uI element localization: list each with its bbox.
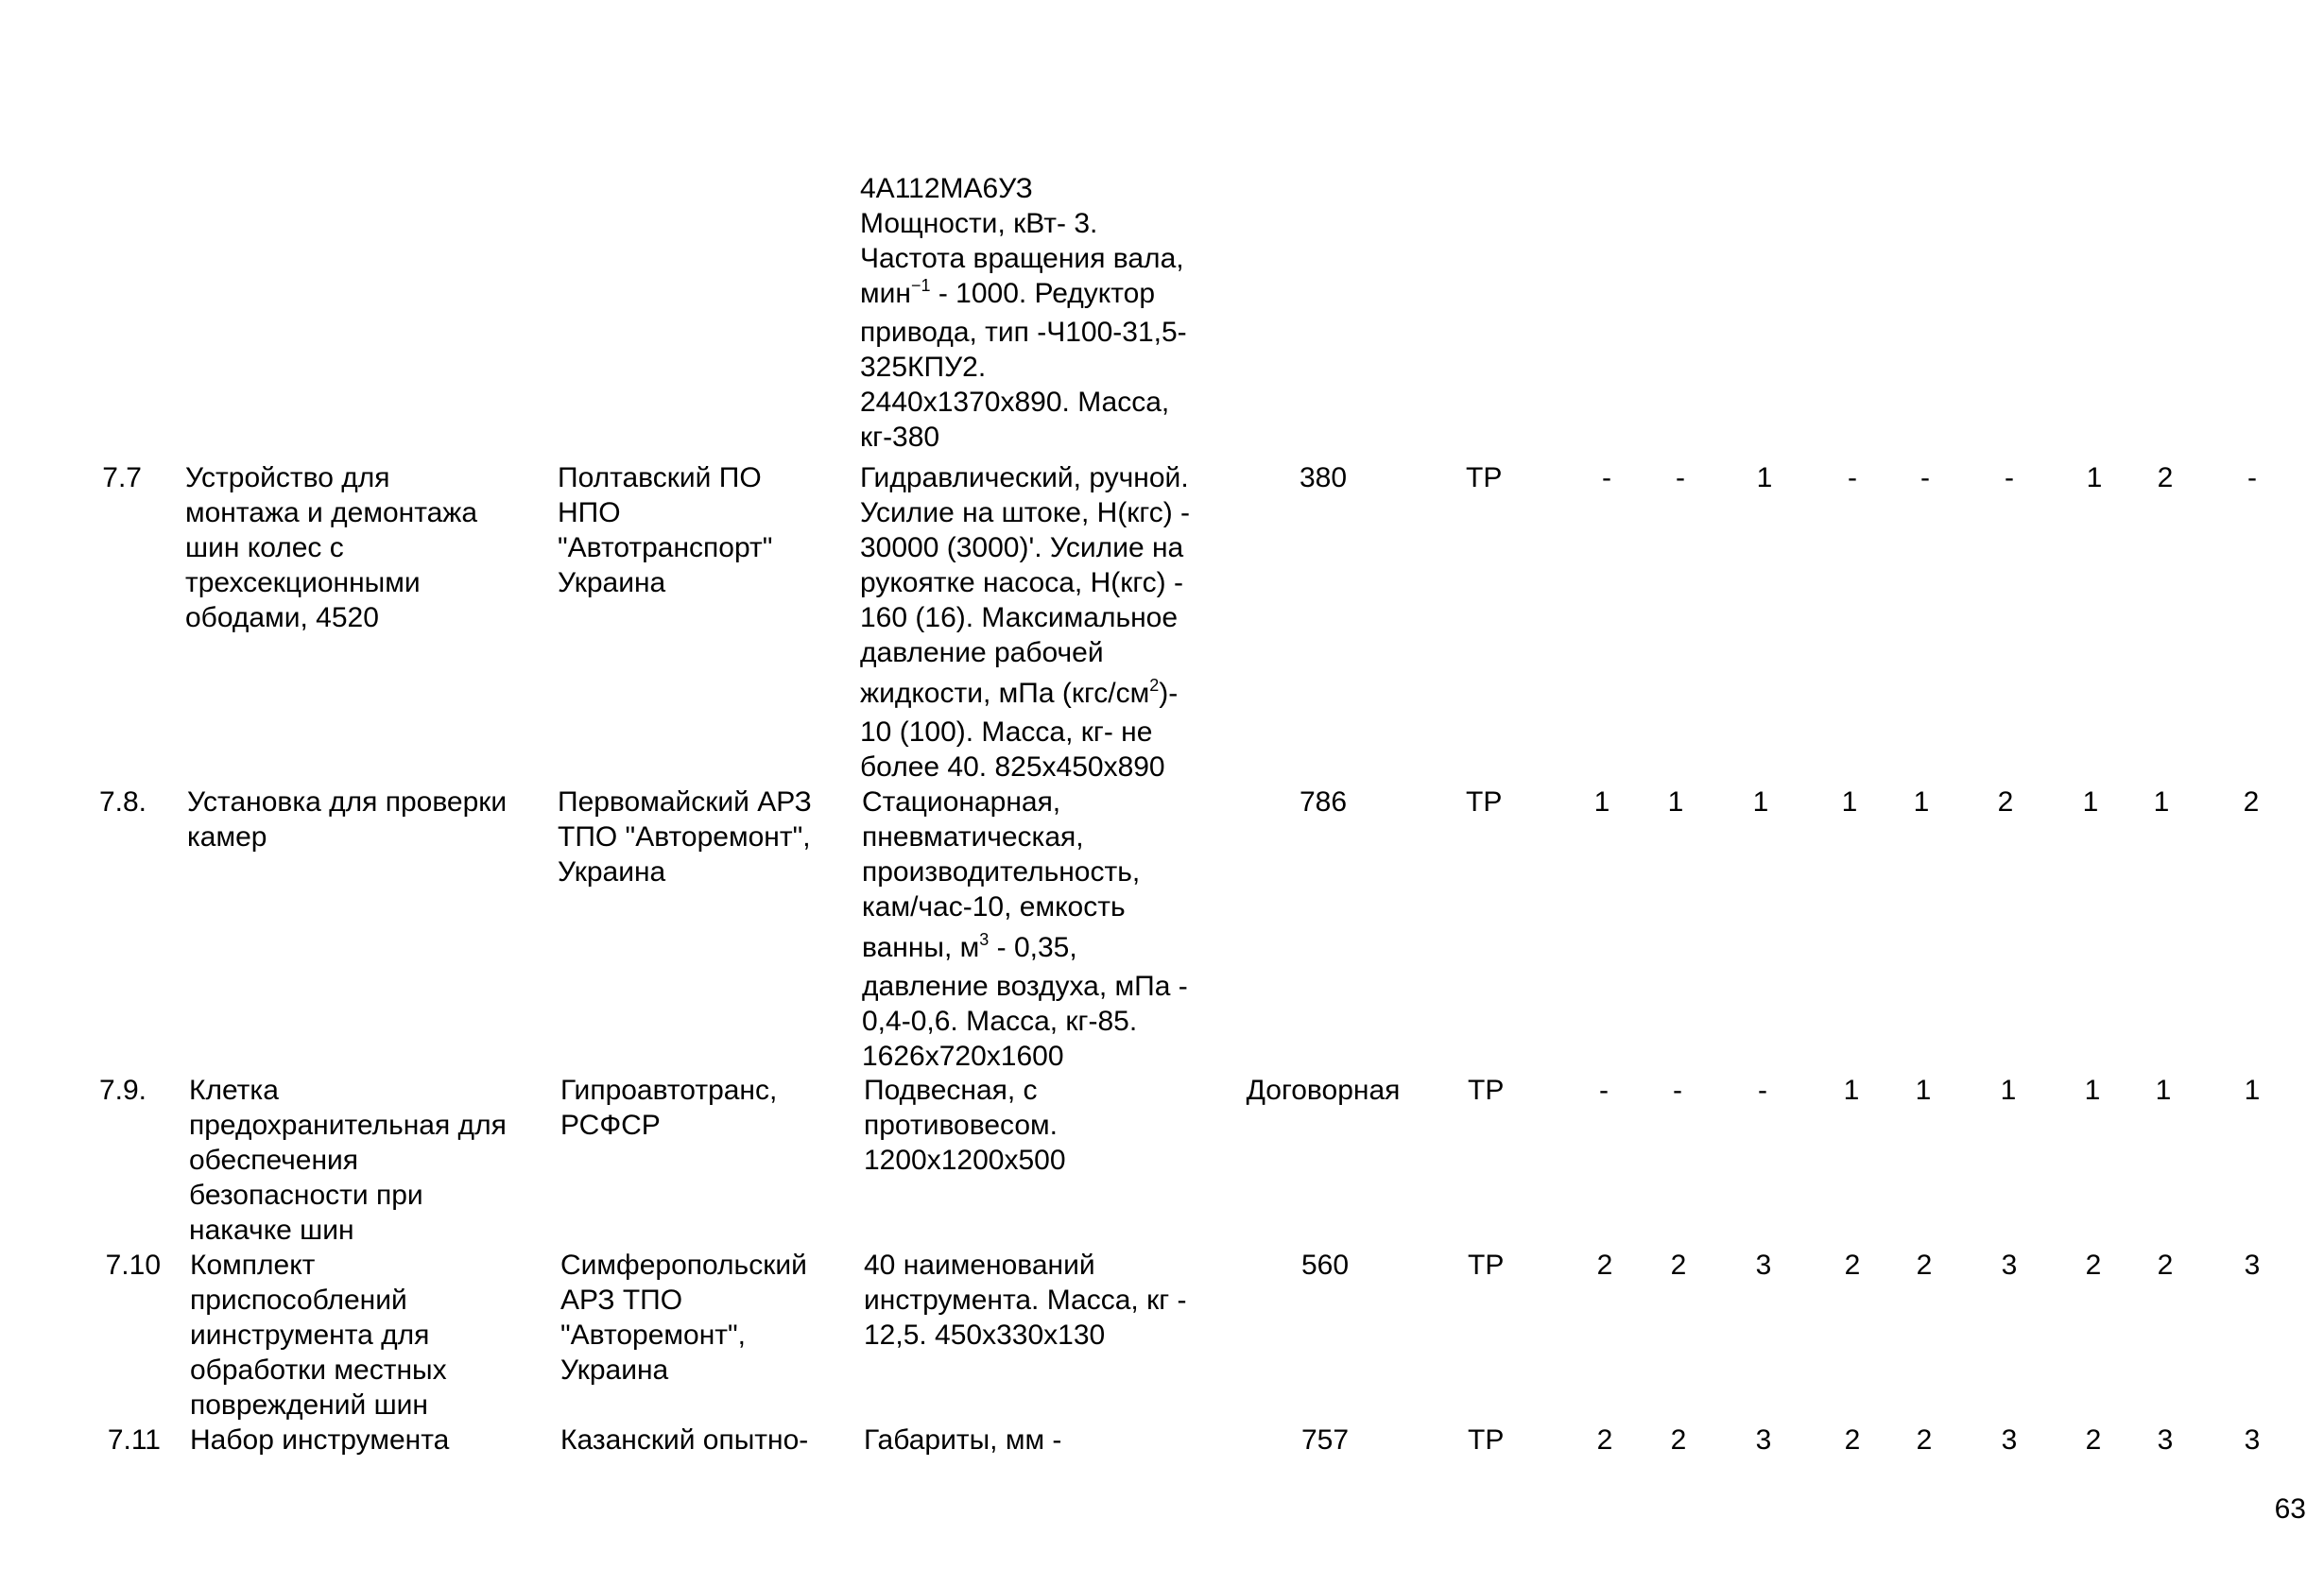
maker-line: АРЗ ТПО xyxy=(560,1285,683,1316)
spec-line: 1626x720x1600 xyxy=(862,1041,1064,1072)
quantity-cell: - xyxy=(1920,462,1930,493)
spec-line: 0,4-0,6. Масса, кг-85. xyxy=(862,1006,1138,1037)
name-line: шин колес с xyxy=(185,532,344,563)
quantity-cell: 2 xyxy=(2085,1250,2102,1281)
name-line: трехсекционными xyxy=(185,567,421,598)
spec-line: 1200x1200x500 xyxy=(864,1145,1066,1176)
spec-line: более 40. 825x450x890 xyxy=(860,751,1165,783)
quantity-cell: 2 xyxy=(1916,1424,1933,1456)
maker-line: Казанский опытно- xyxy=(560,1424,809,1456)
name-line: камер xyxy=(187,821,267,853)
spec-text: жидкости, мПа (кгс/см xyxy=(860,678,1150,709)
service-type: ТР xyxy=(1468,1250,1505,1281)
spec-line: 30000 (3000)'. Усилие на xyxy=(860,532,1184,563)
spec-line: инструмента. Масса, кг - xyxy=(864,1285,1187,1316)
service-type: ТР xyxy=(1468,1075,1505,1106)
quantity-cell: 3 xyxy=(1755,1250,1772,1281)
spec-line: Усилие на штоке, Н(кгс) - xyxy=(860,497,1191,528)
name-line: обработки местных xyxy=(190,1354,447,1386)
continued-spec-text xyxy=(860,171,1187,455)
quantity-cell: 2 xyxy=(2085,1424,2102,1456)
maker-line: "Авторемонт", xyxy=(560,1320,746,1351)
maker-line: ТПО "Авторемонт", xyxy=(558,821,811,853)
spec-line: производительность, xyxy=(862,856,1141,888)
spec-line: 12,5. 450x330x130 xyxy=(864,1320,1106,1351)
specification xyxy=(864,1423,1061,1458)
spec-line: 10 (100). Масса, кг- не xyxy=(860,716,1153,748)
maker-line: РСФСР xyxy=(560,1110,661,1141)
superscript: −1 xyxy=(910,276,931,295)
spec-line xyxy=(860,276,1187,315)
maker-line: "Автотранспорт" xyxy=(558,532,773,563)
spec-line xyxy=(862,930,1188,969)
name-line: обеспечения xyxy=(189,1145,359,1176)
quantity-cell: 1 xyxy=(2155,1075,2172,1106)
name-line: Набор инструмента xyxy=(190,1424,450,1456)
price: 560 xyxy=(1300,1250,1350,1281)
maker-line: Симферопольский xyxy=(560,1250,807,1281)
quantity-cell: 2 xyxy=(1844,1424,1861,1456)
spec-line: кам/час-10, емкость xyxy=(862,891,1126,923)
manufacturer xyxy=(558,785,812,889)
quantity-cell: 2 xyxy=(1916,1250,1933,1281)
quantity-cell: 1 xyxy=(1593,786,1610,818)
spec-line: Гидравлический, ручной. xyxy=(860,462,1189,493)
name-line: ободами, 4520 xyxy=(185,602,379,633)
specification xyxy=(862,785,1188,1074)
name-line: Клетка xyxy=(189,1075,279,1106)
quantity-cell: 2 xyxy=(1670,1424,1687,1456)
manufacturer xyxy=(558,460,772,600)
spec-line: привода, тип -Ч100-31,5- xyxy=(860,317,1187,348)
spec-line: Габариты, мм - xyxy=(864,1424,1062,1456)
row-number: 7.9. xyxy=(98,1075,146,1106)
quantity-cell: 1 xyxy=(2244,1075,2261,1106)
spec-text: мин xyxy=(860,278,911,309)
specification xyxy=(864,1248,1186,1353)
spec-line: давление рабочей xyxy=(860,637,1104,668)
quantity-cell: 1 xyxy=(2086,462,2103,493)
name-line: безопасности при xyxy=(189,1180,423,1211)
name-line: Установка для проверки xyxy=(187,786,508,818)
spec-text: - 1000. Редуктор xyxy=(930,278,1156,309)
name-line: приспособлений xyxy=(190,1285,407,1316)
quantity-cell: 3 xyxy=(2001,1250,2018,1281)
spec-text: - 0,35, xyxy=(989,932,1077,963)
specification xyxy=(860,460,1190,785)
page-number: 63 xyxy=(2274,1493,2306,1525)
row-number: 7.10 xyxy=(105,1250,161,1281)
equipment-name xyxy=(190,1248,447,1423)
quantity-cell: - xyxy=(1602,462,1611,493)
quantity-cell: 2 xyxy=(2157,1250,2174,1281)
quantity-cell: - xyxy=(2005,462,2014,493)
quantity-cell: 1 xyxy=(1913,786,1930,818)
maker-line: Украина xyxy=(558,856,666,888)
spec-line: рукоятке насоса, Н(кгс) - xyxy=(860,567,1183,598)
maker-line: Первомайский АРЗ xyxy=(558,786,812,818)
quantity-cell: 2 xyxy=(1596,1424,1613,1456)
name-line: предохранительная для xyxy=(189,1110,507,1141)
quantity-cell: 1 xyxy=(1841,786,1858,818)
quantity-cell: 1 xyxy=(1667,786,1684,818)
name-line: повреждений шин xyxy=(190,1389,428,1421)
name-line: накачке шин xyxy=(189,1215,354,1246)
maker-line: Гипроавтотранс, xyxy=(560,1075,778,1106)
specification xyxy=(864,1073,1066,1178)
quantity-cell: - xyxy=(1848,462,1857,493)
row-number: 7.7 xyxy=(102,462,142,493)
maker-line: Украина xyxy=(558,567,666,598)
spec-line: 160 (16). Максимальное xyxy=(860,602,1179,633)
spec-text: )- xyxy=(1159,678,1179,709)
quantity-cell: 2 xyxy=(1844,1250,1861,1281)
equipment-name xyxy=(185,460,477,635)
maker-line: Полтавский ПО xyxy=(558,462,762,493)
equipment-name xyxy=(189,1073,507,1248)
quantity-cell: - xyxy=(1673,1075,1682,1106)
quantity-cell: 1 xyxy=(2153,786,2170,818)
spec-line: давление воздуха, мПа - xyxy=(862,971,1188,1002)
equipment-name xyxy=(190,1423,449,1458)
maker-line: Украина xyxy=(560,1354,669,1386)
equipment-name xyxy=(187,785,507,854)
manufacturer xyxy=(560,1073,777,1143)
spec-line: 4А112МА6УЗ xyxy=(860,173,1033,204)
price: 380 xyxy=(1299,462,1348,493)
spec-line: пневматическая, xyxy=(862,821,1084,853)
quantity-cell: - xyxy=(2247,462,2257,493)
spec-line: 40 наименований xyxy=(864,1250,1095,1281)
quantity-cell: 3 xyxy=(1755,1424,1772,1456)
quantity-cell: - xyxy=(1758,1075,1767,1106)
spec-line: Мощности, кВт- 3. xyxy=(860,208,1098,239)
spec-line: противовесом. xyxy=(864,1110,1059,1141)
quantity-cell: 3 xyxy=(2157,1424,2174,1456)
price: Договорная xyxy=(1246,1075,1401,1106)
quantity-cell: 1 xyxy=(2084,1075,2101,1106)
service-type: ТР xyxy=(1468,1424,1505,1456)
spec-line: Частота вращения вала, xyxy=(860,243,1184,274)
quantity-cell: - xyxy=(1676,462,1685,493)
quantity-cell: 2 xyxy=(1670,1250,1687,1281)
name-line: иинструмента для xyxy=(190,1320,430,1351)
quantity-cell: 1 xyxy=(1756,462,1773,493)
spec-line: Стационарная, xyxy=(862,786,1061,818)
maker-line: НПО xyxy=(558,497,621,528)
spec-text: ванны, м xyxy=(862,932,980,963)
quantity-cell: 3 xyxy=(2244,1424,2261,1456)
spec-line: 325КПУ2. xyxy=(860,352,987,383)
quantity-cell: 3 xyxy=(2244,1250,2261,1281)
superscript: 2 xyxy=(1149,676,1160,695)
service-type: ТР xyxy=(1466,786,1503,818)
spec-line: кг-380 xyxy=(860,422,940,453)
quantity-cell: 2 xyxy=(2243,786,2260,818)
quantity-cell: 2 xyxy=(2157,462,2174,493)
quantity-cell: 1 xyxy=(2082,786,2099,818)
name-line: Устройство для xyxy=(185,462,390,493)
quantity-cell: 2 xyxy=(1997,786,2014,818)
spec-line: Подвесная, с xyxy=(864,1075,1038,1106)
manufacturer xyxy=(560,1423,808,1458)
superscript: 3 xyxy=(979,930,990,949)
price: 757 xyxy=(1300,1424,1350,1456)
quantity-cell: 2 xyxy=(1596,1250,1613,1281)
row-number: 7.8. xyxy=(98,786,146,818)
quantity-cell: 1 xyxy=(1915,1075,1932,1106)
spec-line: 2440x1370x890. Масса, xyxy=(860,387,1170,418)
quantity-cell: 3 xyxy=(2001,1424,2018,1456)
manufacturer xyxy=(560,1248,807,1388)
spec-line xyxy=(860,676,1190,715)
price: 786 xyxy=(1299,786,1348,818)
quantity-cell: - xyxy=(1599,1075,1609,1106)
service-type: ТР xyxy=(1466,462,1503,493)
quantity-cell: 1 xyxy=(1843,1075,1860,1106)
quantity-cell: 1 xyxy=(2000,1075,2017,1106)
row-number: 7.11 xyxy=(107,1424,161,1456)
quantity-cell: 1 xyxy=(1752,786,1769,818)
name-line: Комплект xyxy=(190,1250,316,1281)
name-line: монтажа и демонтажа xyxy=(185,497,478,528)
